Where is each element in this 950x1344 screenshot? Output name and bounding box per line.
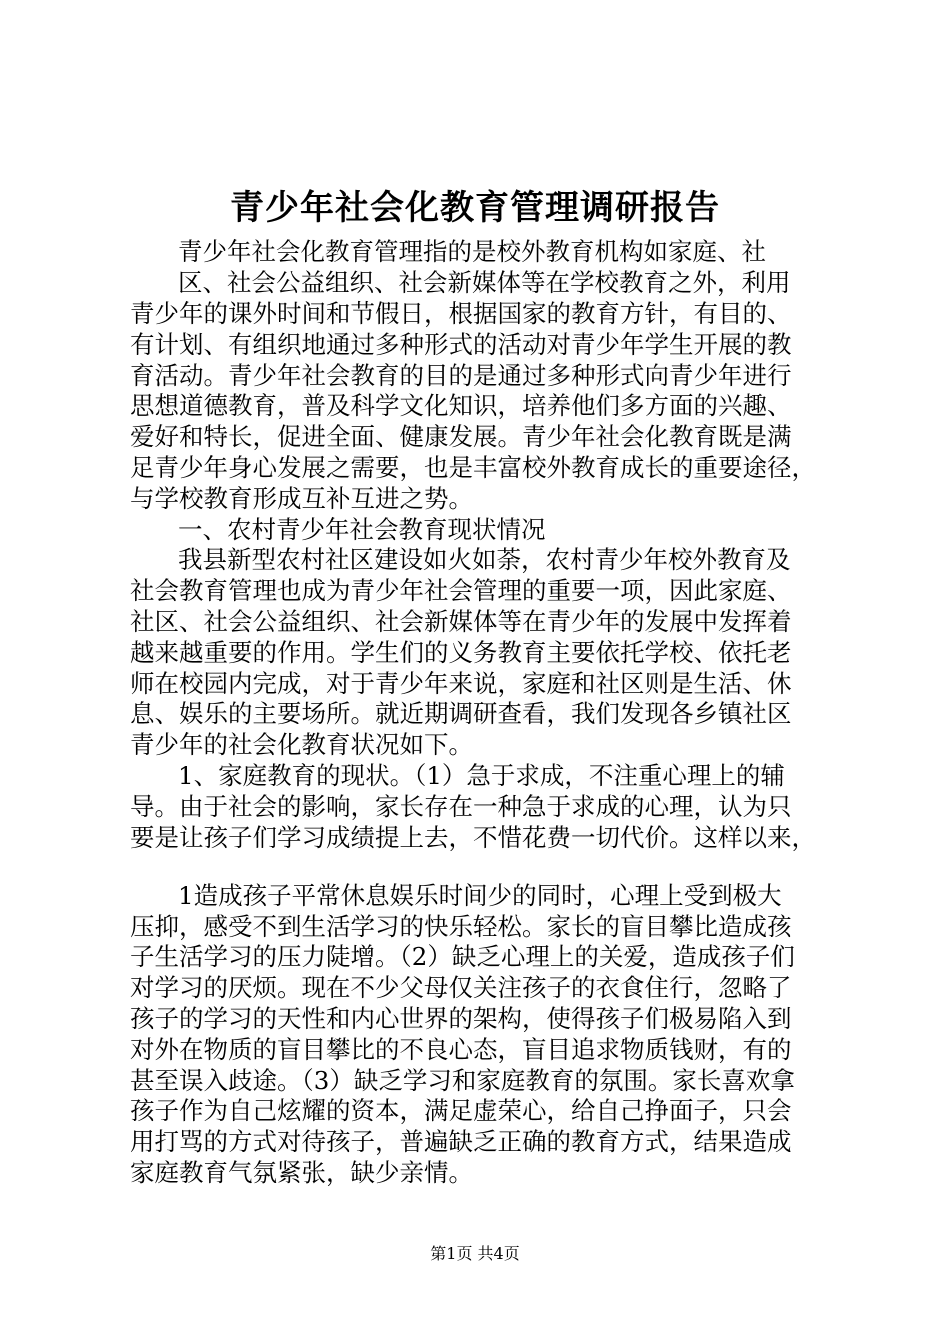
body-line-24: 对学习的厌烦。现在不少父母仅关注孩子的衣食住行，忽略了 [130, 973, 792, 1002]
body-line-14: 越来越重要的作用。学生们的义务教育主要依托学校、依托老 [130, 638, 792, 667]
body-line-22: 压抑，感受不到生活学习的快乐轻松。家长的盲目攀比造成孩 [130, 912, 792, 941]
page-footer: 第1页 共4页 [430, 1244, 520, 1263]
body-line-5: 育活动。青少年社会教育的目的是通过多种形式向青少年进行 [130, 361, 792, 390]
body-line-18: 1、家庭教育的现状。（1）急于求成，不注重心理上的辅 [178, 761, 785, 790]
body-line-16: 息、娱乐的主要场所。就近期调研查看，我们发现各乡镇社区 [130, 699, 792, 728]
body-line-3: 青少年的课外时间和节假日，根据国家的教育方针，有目的、 [130, 299, 792, 328]
body-line-25: 孩子的学习的天性和内心世界的架构，使得孩子们极易陷入到 [130, 1004, 792, 1033]
body-line-1: 青少年社会化教育管理指的是校外教育机构如家庭、社 [178, 237, 766, 266]
body-line-17: 青少年的社会化教育状况如下。 [130, 730, 473, 759]
document-title: 青少年社会化教育管理调研报告 [230, 188, 720, 228]
body-line-29: 用打骂的方式对待孩子，普遍缺乏正确的教育方式，结果造成 [130, 1127, 792, 1156]
body-line-20: 要是让孩子们学习成绩提上去，不惜花费一切代价。这样以来， [130, 823, 816, 852]
body-line-23: 子生活学习的压力陡增。（2）缺乏心理上的关爱，造成孩子们 [130, 942, 795, 971]
body-line-12: 社会教育管理也成为青少年社会管理的重要一项，因此家庭、 [130, 576, 792, 605]
body-line-27: 甚至误入歧途。（3）缺乏学习和家庭教育的氛围。家长喜欢拿 [130, 1066, 795, 1095]
body-line-13: 社区、社会公益组织、社会新媒体等在青少年的发展中发挥着 [130, 607, 792, 636]
body-line-7: 爱好和特长，促进全面、健康发展。青少年社会化教育既是满 [130, 422, 792, 451]
body-line-2: 区、社会公益组织、社会新媒体等在学校教育之外，利用 [178, 268, 791, 297]
body-line-19: 导。由于社会的影响，家长存在一种急于求成的心理，认为只 [130, 792, 792, 821]
body-line-6: 思想道德教育，普及科学文化知识，培养他们多方面的兴趣、 [130, 391, 792, 420]
body-line-11: 我县新型农村社区建设如火如荼，农村青少年校外教育及 [178, 545, 791, 574]
body-line-8: 足青少年身心发展之需要，也是丰富校外教育成长的重要途径， [130, 453, 816, 482]
body-line-26: 对外在物质的盲目攀比的不良心态，盲目追求物质钱财，有的 [130, 1035, 792, 1064]
section-heading: 一、农村青少年社会教育现状情况 [178, 515, 546, 544]
body-line-4: 有计划、有组织地通过多种形式的活动对青少年学生开展的教 [130, 330, 792, 359]
body-line-30: 家庭教育气氛紧张，缺少亲情。 [130, 1158, 473, 1187]
body-line-9: 与学校教育形成互补互进之势。 [130, 484, 473, 513]
body-line-28: 孩子作为自己炫耀的资本，满足虚荣心，给自己挣面子，只会 [130, 1096, 792, 1125]
body-line-21: 1造成孩子平常休息娱乐时间少的同时，心理上受到极大 [178, 881, 782, 910]
body-line-15: 师在校园内完成，对于青少年来说，家庭和社区则是生活、休 [130, 669, 792, 698]
